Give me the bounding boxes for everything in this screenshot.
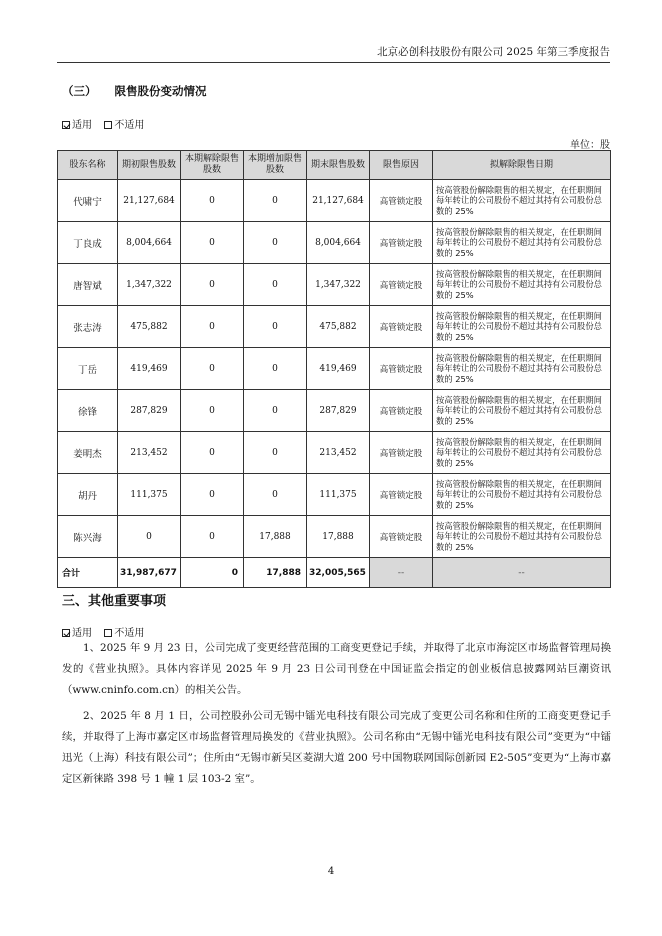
cell-begin: 21,127,684: [118, 180, 181, 222]
cell-reason: 高管锁定股: [370, 474, 433, 516]
table-row: [58, 306, 611, 348]
cell-plan: 按高管股份解除限售的相关规定，在任职期间每年转让的公司股份不超过其持有公司股份总数的 25%: [433, 180, 611, 222]
cell-released: 0: [181, 474, 244, 516]
cell-plan: 按高管股份解除限售的相关规定，在任职期间每年转让的公司股份不超过其持有公司股份总数的 25%: [433, 474, 611, 516]
table-row: [58, 516, 611, 558]
table-row: [58, 432, 611, 474]
total-begin: 31,987,677: [118, 558, 181, 588]
cell-released: 0: [181, 180, 244, 222]
cell-added: 0: [244, 390, 307, 432]
cell-reason: 高管锁定股: [370, 222, 433, 264]
cell-name: 陈兴海: [58, 516, 118, 558]
cell-added: 0: [244, 222, 307, 264]
cell-released: 0: [181, 264, 244, 306]
paragraph-1: 1、2025 年 9 月 23 日，公司完成了变更经营范围的工商变更登记手续，并取得了北京市海淀区市场监督管理局换发的《营业执照》。具体内容详见 2025 年 9 月 23 日公司刊登在中国证监会指定的创业板信息披露网站巨潮资讯（www.cninfo.com.cn）的相关公告。: [62, 642, 611, 696]
page-header: [57, 40, 610, 63]
cell-plan: 按高管股份解除限售的相关规定，在任职期间每年转让的公司股份不超过其持有公司股份总数的 25%: [433, 390, 611, 432]
cell-plan: 按高管股份解除限售的相关规定，在任职期间每年转让的公司股份不超过其持有公司股份总数的 25%: [433, 264, 611, 306]
cell-added: 0: [244, 432, 307, 474]
cell-released: 0: [181, 516, 244, 558]
cell-end: 475,882: [307, 306, 370, 348]
other-matters-heading: 三、其他重要事项: [62, 594, 167, 609]
cell-end: 1,347,322: [307, 264, 370, 306]
cell-added: 0: [244, 306, 307, 348]
cell-reason: 高管锁定股: [370, 516, 433, 558]
table-row: [58, 390, 611, 432]
cell-begin: 419,469: [118, 348, 181, 390]
cell-begin: 111,375: [118, 474, 181, 516]
cell-released: 0: [181, 348, 244, 390]
cell-end: 8,004,664: [307, 222, 370, 264]
table-header-row: [58, 151, 611, 180]
applicable-label: 适用: [72, 120, 92, 131]
cell-reason: 高管锁定股: [370, 264, 433, 306]
cell-end: 287,829: [307, 390, 370, 432]
total-added: 17,888: [244, 558, 307, 588]
cell-plan: 按高管股份解除限售的相关规定，在任职期间每年转让的公司股份不超过其持有公司股份总数的 25%: [433, 306, 611, 348]
cell-begin: 213,452: [118, 432, 181, 474]
cell-begin: 475,882: [118, 306, 181, 348]
applicability-row-1: [62, 116, 144, 131]
cell-name: 胡丹: [58, 474, 118, 516]
cell-name: 唐智斌: [58, 264, 118, 306]
cell-end: 21,127,684: [307, 180, 370, 222]
cell-reason: 高管锁定股: [370, 180, 433, 222]
cell-name: 丁岳: [58, 348, 118, 390]
col-header-end: 期末限售股数: [307, 151, 370, 180]
cell-begin: 8,004,664: [118, 222, 181, 264]
col-header-begin: 期初限售股数: [118, 151, 181, 180]
cell-end: 17,888: [307, 516, 370, 558]
cell-reason: 高管锁定股: [370, 390, 433, 432]
header-title: 北京必创科技股份有限公司 2025 年第三季度报告: [377, 46, 610, 58]
cell-added: 0: [244, 180, 307, 222]
cell-begin: 1,347,322: [118, 264, 181, 306]
cell-reason: 高管锁定股: [370, 432, 433, 474]
checked-box-icon: [62, 121, 70, 129]
cell-name: 代啸宁: [58, 180, 118, 222]
total-end: 32,005,565: [307, 558, 370, 588]
section-title: 限售股份变动情况: [114, 84, 207, 98]
cell-begin: 287,829: [118, 390, 181, 432]
cell-released: 0: [181, 306, 244, 348]
cell-name: 丁良成: [58, 222, 118, 264]
cell-reason: 高管锁定股: [370, 306, 433, 348]
total-row: [58, 558, 611, 588]
cell-added: 0: [244, 348, 307, 390]
cell-plan: 按高管股份解除限售的相关规定，在任职期间每年转让的公司股份不超过其持有公司股份总数的 25%: [433, 222, 611, 264]
col-header-reason: 限售原因: [370, 151, 433, 180]
total-label: 合计: [58, 558, 118, 588]
cell-plan: 按高管股份解除限售的相关规定，在任职期间每年转让的公司股份不超过其持有公司股份总数的 25%: [433, 348, 611, 390]
restricted-shares-table: [57, 150, 611, 588]
table-row: [58, 474, 611, 516]
total-plan: --: [433, 558, 611, 588]
section-number: （三）: [62, 84, 97, 98]
section-restricted-shares-heading: [62, 83, 207, 99]
total-released: 0: [181, 558, 244, 588]
table-row: [58, 348, 611, 390]
paragraph-2: 2、2025 年 8 月 1 日，公司控股孙公司无锡中镭光电科技有限公司完成了变更公司名称和住所的工商变更登记手续，并取得了上海市嘉定区市场监督管理局换发的《营业执照》。公司名称由“无锡中镭光电科技有限公司”变更为“中镭迅光（上海）科技有限公司”；住所由“无锡市新吴区菱湖大道 200 号中国物联网国际创新园 E2-505”变更为“上海市嘉定区新徕路 398 号 1 幢 1 层 103-2 室”。: [62, 710, 611, 785]
page-number: 4: [327, 866, 335, 877]
cell-end: 419,469: [307, 348, 370, 390]
unit-label: 单位：股: [570, 140, 610, 151]
col-header-name: 股东名称: [58, 151, 118, 180]
col-header-released: 本期解除限售股数: [181, 151, 244, 180]
applicability-row-2: [62, 624, 144, 639]
cell-added: 0: [244, 264, 307, 306]
col-header-added: 本期增加限售股数: [244, 151, 307, 180]
table-row: [58, 180, 611, 222]
cell-added: 0: [244, 474, 307, 516]
cell-begin: 0: [118, 516, 181, 558]
table-row: [58, 222, 611, 264]
cell-released: 0: [181, 432, 244, 474]
not-applicable-label: 不适用: [114, 628, 145, 639]
cell-plan: 按高管股份解除限售的相关规定，在任职期间每年转让的公司股份不超过其持有公司股份总数的 25%: [433, 432, 611, 474]
cell-released: 0: [181, 390, 244, 432]
applicable-label: 适用: [72, 628, 92, 639]
not-applicable-label: 不适用: [114, 120, 145, 131]
cell-name: 姜明杰: [58, 432, 118, 474]
table-row: [58, 264, 611, 306]
col-header-plan: 拟解除限售日期: [433, 151, 611, 180]
cell-reason: 高管锁定股: [370, 348, 433, 390]
cell-name: 徐锋: [58, 390, 118, 432]
cell-name: 张志涛: [58, 306, 118, 348]
cell-released: 0: [181, 222, 244, 264]
unchecked-box-icon: [104, 121, 112, 129]
cell-end: 111,375: [307, 474, 370, 516]
total-reason: --: [370, 558, 433, 588]
cell-end: 213,452: [307, 432, 370, 474]
cell-plan: 按高管股份解除限售的相关规定，在任职期间每年转让的公司股份不超过其持有公司股份总数的 25%: [433, 516, 611, 558]
unchecked-box-icon: [104, 629, 112, 637]
cell-added: 17,888: [244, 516, 307, 558]
checked-box-icon: [62, 629, 70, 637]
